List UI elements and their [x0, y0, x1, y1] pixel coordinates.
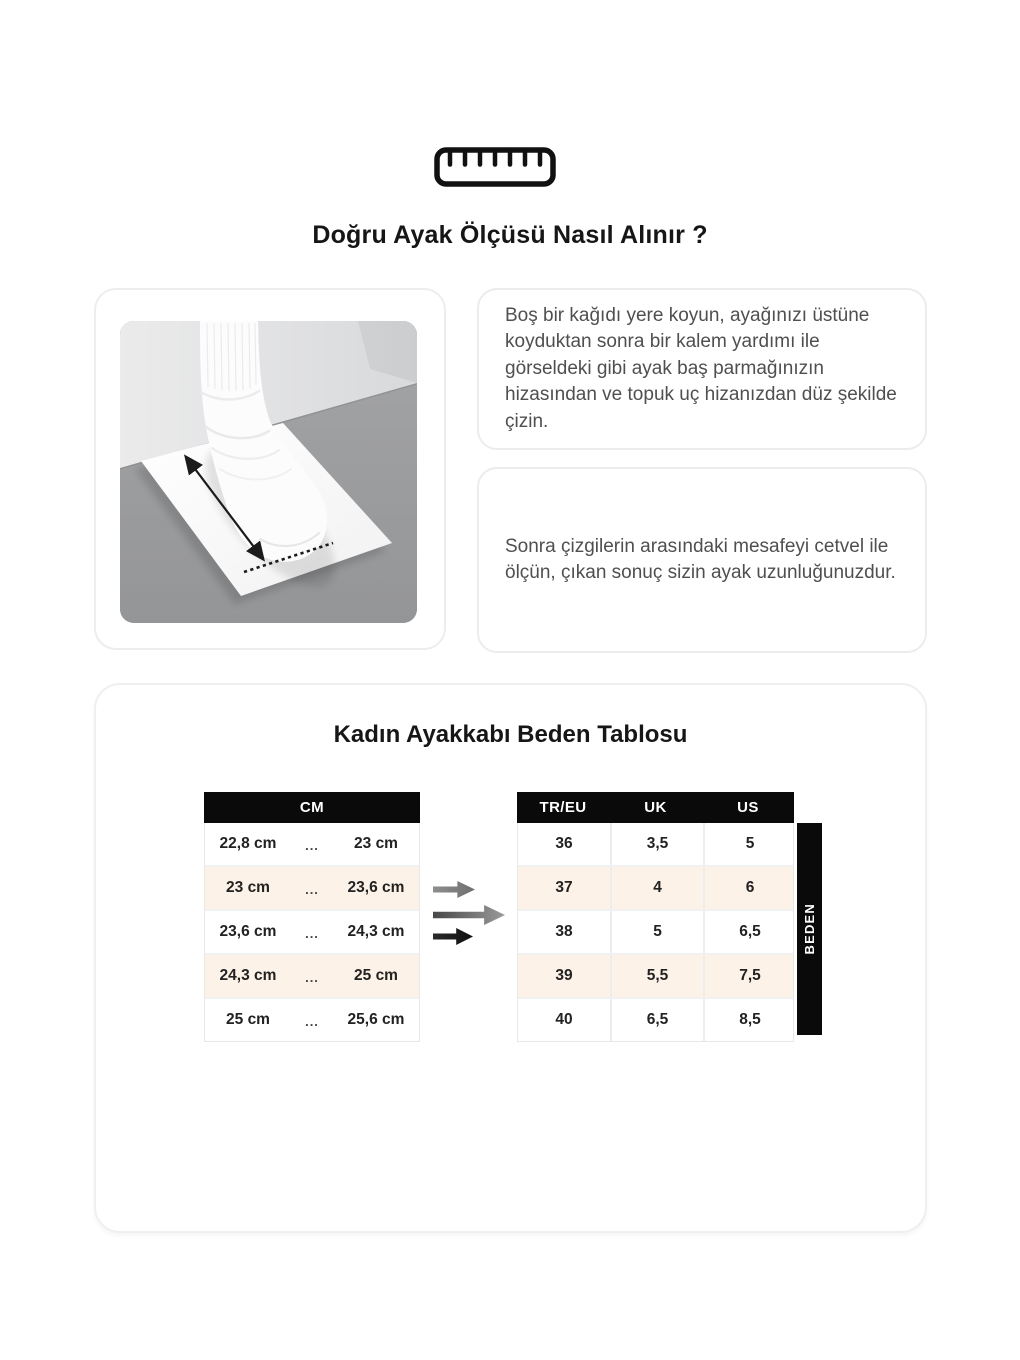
size-table-row: 37 4 6	[518, 865, 793, 909]
size-table-row: 40 6,5 8,5	[518, 997, 793, 1041]
cm-table-row: 23,6 cm ... 24,3 cm	[205, 909, 419, 953]
cm-range-table	[204, 792, 420, 1042]
size-table-row: 36 3,5 5	[518, 823, 793, 865]
col-header-us: US	[737, 799, 759, 816]
instruction-text-draw: Boş bir kağıdı yere koyun, ayağınızı üstüne koyduktan sonra bir kalem yardımı ile görseldeki gibi ayak baş parmağınızın hizasından ve topuk uç hizanızdan düz şekilde çizin.	[505, 304, 897, 432]
instruction-text-measure: Sonra çizgilerin arasındaki mesafeyi cetvel ile ölçün, çıkan sonuç sizin ayak uzunluğunuzdur.	[505, 535, 896, 583]
arrow-right-icon	[433, 905, 505, 925]
foot-measure-photo	[120, 321, 417, 623]
size-table-header-row	[517, 792, 794, 823]
size-table-card	[94, 683, 927, 1233]
range-dots: ...	[305, 1013, 319, 1029]
arrow-right-icon	[433, 928, 473, 945]
instruction-card-measure	[477, 467, 927, 653]
size-table-row: 39 5,5 7,5	[518, 953, 793, 997]
cm-table-row: 24,3 cm ... 25 cm	[205, 953, 419, 997]
range-dots: ...	[305, 925, 319, 941]
cm-table-row: 25 cm ... 25,6 cm	[205, 997, 419, 1041]
ruler-icon	[434, 147, 556, 188]
mapping-arrows-icon	[433, 878, 508, 948]
page-title: Doğru Ayak Ölçüsü Nasıl Alınır ?	[312, 221, 708, 249]
range-dots: ...	[305, 969, 319, 985]
cm-table-row: 22,8 cm ... 23 cm	[205, 823, 419, 865]
col-header-uk: UK	[644, 799, 667, 816]
range-dots: ...	[305, 837, 319, 853]
beden-side-label: BEDEN	[797, 823, 822, 1035]
size-table-row: 38 5 6,5	[518, 909, 793, 953]
size-table-title: Kadın Ayakkabı Beden Tablosu	[333, 721, 688, 748]
range-dots: ...	[305, 881, 319, 897]
cm-table-row: 23 cm ... 23,6 cm	[205, 865, 419, 909]
col-header-tr-eu: TR/EU	[539, 799, 587, 816]
foot-photo-card	[94, 288, 446, 650]
instruction-card-draw	[477, 288, 927, 450]
cm-table-header: CM	[204, 792, 420, 823]
arrow-right-icon	[433, 881, 475, 898]
size-conversion-table	[517, 792, 794, 1042]
